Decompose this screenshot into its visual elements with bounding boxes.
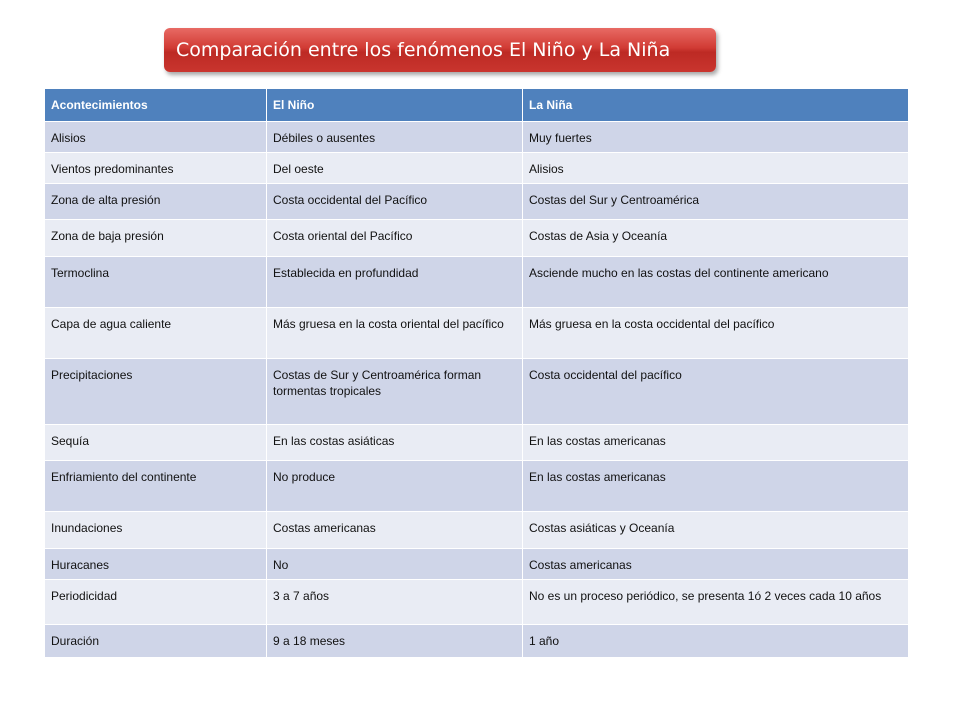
la-nina-cell: En las costas americanas	[523, 461, 909, 512]
el-nino-cell: No	[267, 549, 523, 580]
table-row	[45, 425, 909, 461]
event-cell: Periodicidad	[45, 580, 267, 625]
el-nino-cell: Costa oriental del Pacífico	[267, 220, 523, 257]
el-nino-cell: 3 a 7 años	[267, 580, 523, 625]
table-row	[45, 220, 909, 257]
table-row	[45, 308, 909, 359]
event-cell: Alisios	[45, 122, 267, 153]
la-nina-cell: 1 año	[523, 625, 909, 658]
event-cell: Zona de alta presión	[45, 184, 267, 220]
table-row	[45, 257, 909, 308]
table-row	[45, 359, 909, 425]
el-nino-cell: Del oeste	[267, 153, 523, 184]
table-row	[45, 122, 909, 153]
la-nina-cell: Costas asiáticas y Oceanía	[523, 512, 909, 549]
la-nina-cell: Costa occidental del pacífico	[523, 359, 909, 425]
event-cell: Capa de agua caliente	[45, 308, 267, 359]
event-cell: Enfriamiento del continente	[45, 461, 267, 512]
table-row	[45, 549, 909, 580]
header-cell-el-nino: El Niño	[267, 89, 523, 122]
table-row	[45, 461, 909, 512]
event-cell: Huracanes	[45, 549, 267, 580]
table-row	[45, 153, 909, 184]
el-nino-cell: Costas americanas	[267, 512, 523, 549]
la-nina-cell: En las costas americanas	[523, 425, 909, 461]
event-cell: Termoclina	[45, 257, 267, 308]
la-nina-cell: Costas del Sur y Centroamérica	[523, 184, 909, 220]
el-nino-cell: Débiles o ausentes	[267, 122, 523, 153]
header-cell-la-nina: La Niña	[523, 89, 909, 122]
table-row	[45, 184, 909, 220]
la-nina-cell: Alisios	[523, 153, 909, 184]
table-header-row	[45, 89, 909, 122]
event-cell: Precipitaciones	[45, 359, 267, 425]
event-cell: Zona de baja presión	[45, 220, 267, 257]
slide-title: Comparación entre los fenómenos El Niño y La Niña	[164, 28, 716, 72]
el-nino-cell: Más gruesa en la costa oriental del pacífico	[267, 308, 523, 359]
la-nina-cell: Costas de Asia y Oceanía	[523, 220, 909, 257]
el-nino-cell: Establecida en profundidad	[267, 257, 523, 308]
event-cell: Duración	[45, 625, 267, 658]
la-nina-cell: Muy fuertes	[523, 122, 909, 153]
el-nino-cell: Costa occidental del Pacífico	[267, 184, 523, 220]
event-cell: Inundaciones	[45, 512, 267, 549]
el-nino-cell: 9 a 18 meses	[267, 625, 523, 658]
event-cell: Sequía	[45, 425, 267, 461]
header-cell-events: Acontecimientos	[45, 89, 267, 122]
event-cell: Vientos predominantes	[45, 153, 267, 184]
el-nino-cell: En las costas asiáticas	[267, 425, 523, 461]
table-row	[45, 580, 909, 625]
la-nina-cell: Costas americanas	[523, 549, 909, 580]
comparison-table	[44, 88, 909, 658]
la-nina-cell: No es un proceso periódico, se presenta 1ó 2 veces cada 10 años	[523, 580, 909, 625]
table-row	[45, 512, 909, 549]
table-row	[45, 625, 909, 658]
el-nino-cell: Costas de Sur y Centroamérica forman tormentas tropicales	[267, 359, 523, 425]
la-nina-cell: Asciende mucho en las costas del continente americano	[523, 257, 909, 308]
la-nina-cell: Más gruesa en la costa occidental del pacífico	[523, 308, 909, 359]
el-nino-cell: No produce	[267, 461, 523, 512]
